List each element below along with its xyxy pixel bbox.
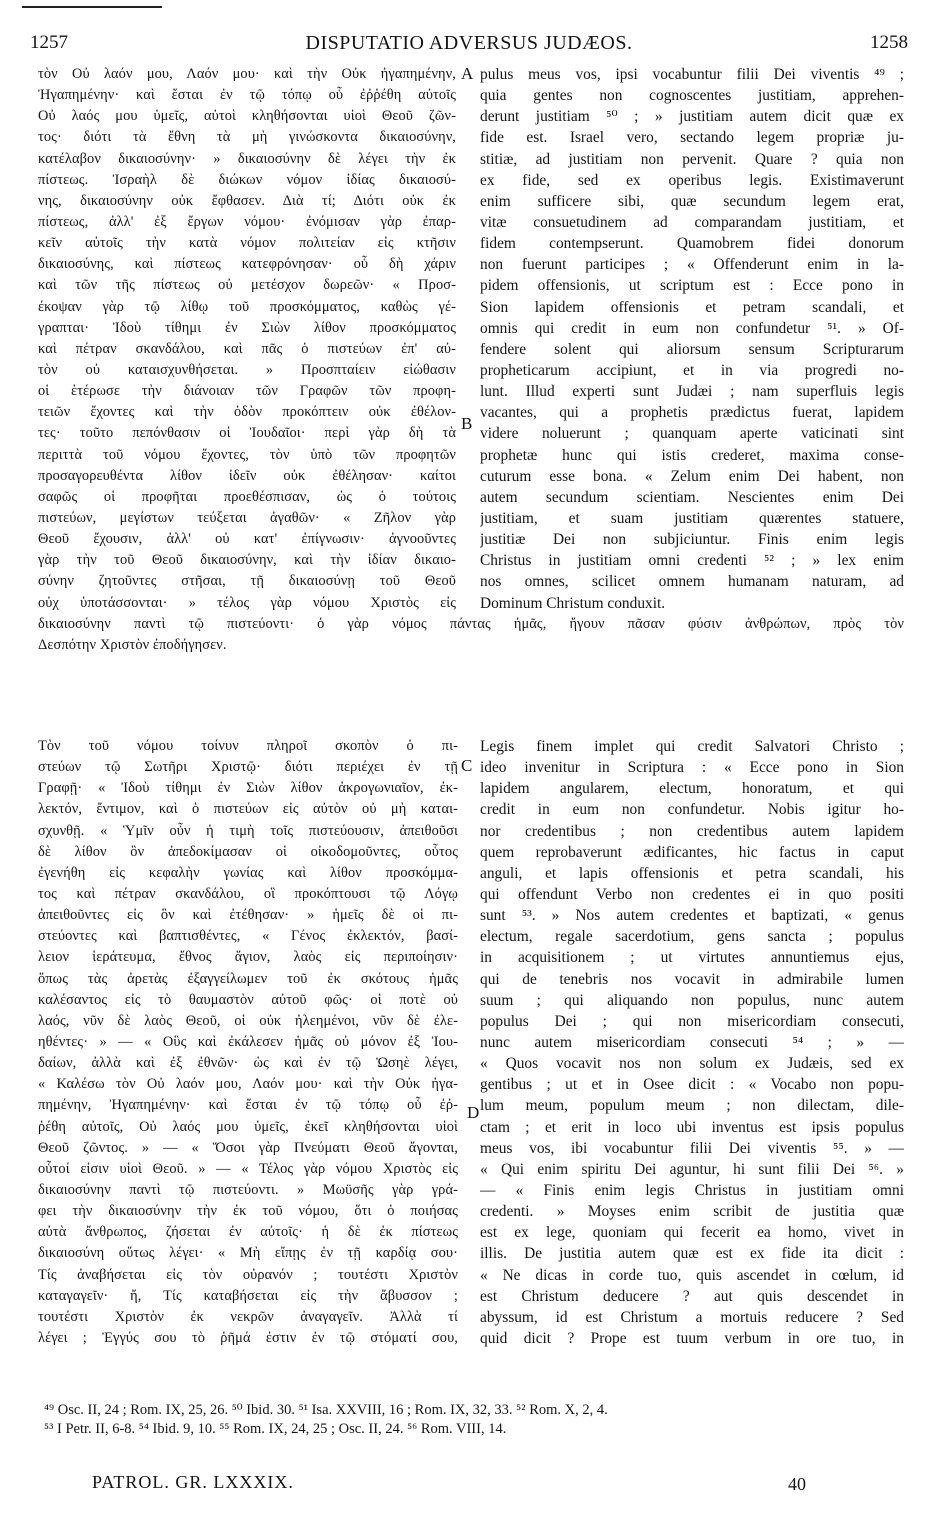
latin-text-line: est Christum deducere ? aut quis descendet in [480,1287,904,1305]
latin-text-line: Sion lapidem offensionis et petram scandali, et [480,298,904,316]
latin-column-bottom [480,736,904,1349]
greek-text-line: οἱ ἑτέρωσε τὴν διάνοιαν τῶν Γραφῶν τῶν προφη- [38,383,456,400]
greek-text-line: Οὐ λαός μου ὑμεῖς, αὐτοὶ κληθήσονται υἱοὶ Θεοῦ ζῶν- [38,108,456,125]
latin-text-line: abyssum, id est Christum a mortuis reducere ? Sed [480,1308,904,1326]
greek-text-line: καὶ πέτραν σκανδάλου, καὶ πᾶς ὁ πιστεύων ἐπ' αὐ- [38,340,456,357]
latin-text-line: quid dicit ? Prope est tuum verbum in ore tuo, in [480,1329,904,1347]
greek-text-line: Γραφῇ· « Ἰδοὺ τίθημι ἐν Σιὼν λίθον ἀκρογωνιαῖον, ἐκ- [38,780,458,797]
page-number-left: 1257 [30,32,68,53]
greek-text-line: σαφῶς οἱ προφῆται προεθέσπισαν, ὡς ὁ τούτοις [38,488,456,505]
greek-text-line: πίστεως, ἀλλ' ἐξ ἔργων νόμου· ἐνόμισαν γὰρ ἐπαρ- [38,213,456,230]
latin-text-line: quia gentes non cognoscentes justitiam, apprehen- [480,87,904,105]
footnote-line-2: ⁵³ I Petr. II, 6-8. ⁵⁴ Ibid. 9, 10. ⁵⁵ Rom. IX, 24, 25 ; Osc. II, 24. ⁵⁶ Rom. VIII, 14. [44,1421,507,1437]
latin-text-line: nos omnes, scilicet omnem humanam naturam, ad [480,573,904,591]
greek-text-line: πιστεύων, μεγίστων τεύξεται ἀγαθῶν· « Ζῆλον γὰρ [38,509,456,526]
latin-text-line: enim sufficere sibi, quæ secundum legem erat, [480,192,904,210]
latin-text-line: gentibus ; ut et in Osee dicit : « Vocabo non popu- [480,1076,904,1094]
greek-text-line: καταγαγεῖν· ἤ, Τίς καταβήσεται εἰς τὴν ἄβυσσον ; [38,1287,458,1304]
latin-text-line: « Ne dicas in corde tuo, quis ascendet in cœlum, id [480,1266,904,1284]
greek-text-line: οὐχ ὑποτάσσονται· » τέλος γὰρ νόμου Χριστὸς εἰς [38,594,456,611]
greek-text-line: τος καὶ πέτραν σκανδάλου, οἳ προκόπτουσι τῷ Λόγῳ [38,885,458,902]
greek-text-line: Θεοῦ ζῶντος. » — « Ὅσοι γὰρ Πνεύματι Θεοῦ ἄγονται, [38,1139,458,1156]
latin-text-line: suum ; qui aliquando non populus, nunc autem [480,991,904,1009]
greek-text-line: σχυνθῇ. « Ὑμῖν οὖν ἡ τιμὴ τοῖς πιστεύουσιν, ἀπειθοῦσι [38,822,458,839]
greek-text-line: στεύοντες καὶ βαπτισθέντες, « Γένος ἐκλεκτόν, βασί- [38,928,458,945]
latin-text-line: vacantes, qui a prophetis prædictus fuerat, lapidem [480,404,904,422]
latin-text-line: nunc autem misericordiam consecuti ⁵⁴ ; » — [480,1033,904,1051]
greek-text-line: στεύων τῷ Σωτῆρι Χριστῷ· διότι περιέχει ἐν τῇ [38,759,458,776]
page-number-right: 1258 [870,32,908,53]
latin-text-line: « Quos vocavit nos non solum ex Judæis, sed ex [480,1055,904,1073]
greek-text-line: δικαιοσύνην παντὶ τῷ πιστεύοντι. » Μωϋσῆς γὰρ γρά- [38,1181,458,1198]
footnote-line-1: ⁴⁹ Osc. II, 24 ; Rom. IX, 25, 26. ⁵⁰ Ibid. 30. ⁵¹ Isa. XXVIII, 16 ; Rom. IX, 32, 33. ⁵² Rom. X, 2, 4. [44,1402,608,1418]
greek-text-line: έκοψαν γὰρ τῷ λίθῳ τοῦ προσκόμματος, καθὼς γέ- [38,298,456,315]
latin-text-line: non fuerunt participes ; « Offenderunt enim in la- [480,256,904,274]
greek-text-line: σύνην ζητοῦντες στῆσαι, τῇ δικαιοσύνῃ τοῦ Θεοῦ [38,573,456,590]
latin-text-line: propheticarum accipiunt, et in via progredi no- [480,361,904,379]
latin-text-line: autem secundum scientiam. Nescientes enim Dei [480,488,904,506]
latin-text-line: prophetæ hunc qui istis crederet, maxima conse- [480,446,904,464]
latin-text-line: — « Finis enim legis Christus in justitiam omni [480,1181,904,1199]
greek-text-line: ἀπειθοῦντες εἰς ὃν καὶ ἐτέθησαν· » ἡμεῖς δὲ οἱ πι- [38,907,458,924]
greek-text-line: Τίς ἀναβήσεται εἰς τὸν οὐρανόν ; τουτέστι Χριστὸν [38,1266,458,1283]
footer-volume: PATROL. GR. LXXXIX. [92,1472,294,1492]
latin-text-line: ctam ; et erit in loco ubi inventus est ipsis populus [480,1118,904,1136]
greek-text-line: « Καλέσω τὸν Οὐ λαόν μου, Λαόν μου· καὶ τὴν Οὐκ ἠγα- [38,1076,458,1093]
latin-text-line: meus vos, ibi vocabuntur filii Dei viventis ⁵⁵. » — [480,1139,904,1157]
greek-text-line: δικαιοσύνη οὕτως λέγει· « Μὴ εἴπῃς ἐν τῇ καρδίᾳ σου· [38,1245,458,1262]
greek-text-line: δαίων, ἀλλὰ καὶ ἐξ ἐθνῶν· ὡς καὶ ἐν τῷ Ὡσηὲ λέγει, [38,1055,458,1072]
greek-text-line: κεῖν αὐτοῖς τὴν κατὰ νόμον πολιτείαν εἰς κτῆσιν [38,235,456,252]
running-header [30,32,908,58]
latin-text-line: sunt ⁵³. » Nos autem credentes et baptizati, « genus [480,907,904,925]
latin-text-line: qui offendunt Verbo non credentes ei in quo positi [480,885,904,903]
greek-text-line: δικαιοσύνης, καὶ πίστεως κατεφρόνησαν· οὗ δὴ χάριν [38,256,456,273]
latin-text-line: omnis qui credit in eum non confundetur ⁵¹. » Of- [480,319,904,337]
greek-text-line: οὗτοί εἰσιν υἱοὶ Θεοῦ. » — « Τέλος γὰρ νόμου Χριστὸς εἰς [38,1160,458,1177]
latin-text-line: fendere solent qui aliorsum sensum Scripturarum [480,340,904,358]
margin-marker-c: C [461,756,473,775]
greek-text-line: τειῶν ἔχοντες καὶ τὴν ὁδὸν προκόπτειν οὐκ ἐθέλον- [38,404,456,421]
greek-text-line: ἐγενήθη εἰς κεφαλὴν γωνίας καὶ λίθον προσκόμμα- [38,864,458,881]
latin-text-line: quem reprobaverunt ædificantes, hic factus in caput [480,843,904,861]
margin-marker-a: A [461,64,474,83]
greek-column-top [38,64,456,614]
latin-text-line: electum, regale sacerdotium, gens sancta ; populus [480,928,904,946]
latin-text-line: stitiæ, ad justitiam non pervenit. Quare ? quia non [480,150,904,168]
latin-text-line: in acquisitionem ; ut virtutes annuntiemus ejus, [480,949,904,967]
greek-text-line: καὶ τῶν τῆς πίστεως οὐ μετέσχον δωρεῶν· « Προσ- [38,277,456,294]
greek-text-line: λέγει ; Ἐγγύς σου τὸ ῥῆμά ἐστιν ἐν τῷ στόματί σου, [38,1329,458,1346]
latin-text-line: vitæ consuetudinem ad comparandam justitiam, et [480,213,904,231]
greek-text-line: τες· τοῦτο πεπόνθασιν οἱ Ἰουδαῖοι· περὶ γὰρ δὴ τὰ [38,425,456,442]
margin-marker-d: D [467,1103,480,1122]
greek-text-line: λειον ἱεράτευμα, ἔθνος ἅγιον, λαὸς εἰς περιποίησιν· [38,949,458,966]
top-rule [22,6,162,8]
greek-text-line: κατέλαβον δικαιοσύνην· » δικαιοσύνην δὲ λέγει τὴν ἐκ [38,150,456,167]
greek-text-line: Θεοῦ ἔχουσιν, ἀλλ' οὐ κατ' ἐπίγνωσιν· ἀγνοοῦντες [38,531,456,548]
greek-text-line: πημένην, Ἠγαπημένην· καὶ ἔσται ἐν τῷ τόπῳ οὗ ἐῤ- [38,1097,458,1114]
latin-text-line: videre noluerunt ; quanquam aperte vaticinati sint [480,425,904,443]
latin-text-line: credenti. » Moyses enim scribit de justitia quæ [480,1203,904,1221]
latin-text-line: fidem contempserunt. Quamobrem fidei donorum [480,235,904,253]
latin-text-line: fide est. Israel vero, sectando legem propriæ ju- [480,129,904,147]
greek-text-line: δικαιοσύνην παντὶ τῷ πιστεύοντι· ὁ γὰρ νόμος πάντας ἡμᾶς, ἤγουν πᾶσαν φύσιν ἀνθρώπων, πρὸς τὸν [38,616,904,632]
latin-text-line: Dominum Christum conduxit. [480,594,666,612]
latin-text-line: derunt justitiam ⁵⁰ ; » justitiam autem dicit quæ ex [480,108,904,126]
latin-text-line: lapidem angularem, electum, honoratum, et qui [480,780,904,798]
greek-text-line: γὰρ τὴν τοῦ Θεοῦ δικαιοσύνην, καὶ τὴν ἰδίαν δικαιο- [38,552,456,569]
latin-text-line: qui de tenebris nos vocavit in admirabile lumen [480,970,904,988]
greek-text-line: καλέσαντος εἰς τὸ θαυμαστὸν αὐτοῦ φῶς· οἱ ποτὲ οὐ [38,991,458,1008]
greek-text-line: φει τὴν δικαιοσύνην τὴν ἐκ τοῦ νόμου, ὅτι ὁ ποιήσας [38,1203,458,1220]
latin-text-line: Christus in justitiam omni credenti ⁵² ; » lex enim [480,552,904,570]
latin-text-line: ideo invenitur in Scriptura : « Ecce pono in Sion [480,759,904,777]
greek-text-line: τὸν Οὐ λαόν μου, Λαόν μου· καὶ τὴν Οὐκ ἠγαπημένην, [38,66,456,82]
greek-text-line: πίστεως. Ἰσραὴλ δὲ διώκων νόμον ἰδίας δικαιοσύ- [38,171,456,188]
greek-text-line: νης, δικαιοσύνην οὐκ ἔφθασεν. Διὰ τί; Διότι οὐκ ἐκ [38,192,456,209]
greek-text-line: γραπται· Ἰδοὺ τίθημι ἐν Σιὼν λίθον προσκόμματος [38,319,456,336]
greek-full-width-text [38,614,904,656]
greek-text-line: τος· διότι τὰ ἔθνη τὰ μὴ γινώσκοντα δικαιοσύνην, [38,129,456,146]
greek-text-line: ὅπως τὰς ἀρετὰς ἐξαγγείλωμεν τοῦ ἐκ σκότους ἡμᾶς [38,970,458,987]
greek-text-line: λαός, νῦν δὲ λαὸς Θεοῦ, οἱ οὐκ ἠλεημένοι, νῦν δὲ ἐλε- [38,1012,458,1029]
greek-text-line: αὐτὰ ἄνθρωπος, ζήσεται ἐν αὐτοῖς· ἡ δὲ ἐκ πίστεως [38,1224,458,1241]
latin-text-line: ex fide, sed ex operibus legis. Existimaverunt [480,171,904,189]
latin-text-line: est ex lege, quoniam qui fecerit ea homo, vivet in [480,1224,904,1242]
latin-text-line: lum meum, populum meum ; non dilectam, dile- [480,1097,904,1115]
greek-text-line: τὸν οὐ καταισχυνθήσεται. » Προσπταίειν εἰώθασιν [38,361,456,378]
latin-text-line: cuturum esse bona. « Zelum enim Dei habent, non [480,467,904,485]
latin-text-line: lunt. Illud experti sunt Judæi ; nam superfluis legis [480,383,904,401]
greek-text-line: Δεσπότην Χριστὸν ἐποδήγησεν. [38,637,227,654]
greek-text-line: ῥέθη αὐτοῖς, Οὐ λαός μου ὑμεῖς, ἐκεῖ κληθήσονται υἱοὶ [38,1118,458,1135]
greek-text-line: Ἠγαπημένην· καὶ ἔσται ἐν τῷ τόπῳ οὗ ἐῤῥέθη αὐτοῖς [38,87,456,104]
latin-text-line: anguli, et lapis offensionis et petra scandali, his [480,864,904,882]
greek-text-line: δὲ λίθον ὃν ἀπεδοκίμασαν οἱ οἰκοδομοῦντες, οὗτος [38,843,458,860]
greek-text-line: ηθέντες· » — « Οὓς καὶ ἐκάλεσεν ἡμᾶς οὐ μόνον ἐξ Ἰου- [38,1033,458,1050]
latin-text-line: nor credentibus ; non credentibus autem lapidem [480,822,904,840]
latin-text-line: illis. De justitia autem quæ est ex fide ita dicit : [480,1245,904,1263]
latin-text-line: credit in eum non confundetur. Nobis igitur ho- [480,801,904,819]
greek-column-bottom [38,736,458,1349]
latin-text-line: Legis finem implet qui credit Salvatori Christo ; [480,738,904,755]
greek-text-line: προσαγορευθέντα λίθον ἰδεῖν οὐκ ἐθέλησαν· καίτοι [38,467,456,484]
margin-marker-b: B [461,414,473,433]
greek-text-line: Τὸν τοῦ νόμου τοίνυν πληροῖ σκοπὸν ὁ πι- [38,738,458,754]
latin-text-line: « Qui enim spiritu Dei aguntur, hi sunt filii Dei ⁵⁶. » [480,1160,904,1178]
latin-text-line: pulus meus vos, ipsi vocabuntur filii Dei viventis ⁴⁹ ; [480,66,904,83]
latin-text-line: justitiæ Dei non subjiciuntur. Finis enim legis [480,531,904,549]
greek-text-line: περιττὰ τοῦ νόμου ἔχοντες, τὸν ὑπὸ τῶν προφητῶν [38,446,456,463]
latin-text-line: populus Dei ; qui non misericordiam consecuti, [480,1012,904,1030]
greek-text-line: τουτέστι Χριστὸν ἐκ νεκρῶν ἀναγαγεῖν. Ἀλλὰ τί [38,1308,458,1325]
running-title: DISPUTATIO ADVERSUS JUDÆOS. [305,32,633,54]
latin-text-line: justitiam, et suam justitiam quærentes statuere, [480,509,904,527]
latin-column-top [480,64,904,614]
footer-sheet-number: 40 [788,1474,806,1494]
greek-text-line: λεκτόν, ἔντιμον, καὶ ὁ πιστεύων εἰς αὐτὸν οὐ μὴ καται- [38,801,458,818]
latin-text-line: pidem offensionis, ut scriptum est : Ecce pono in [480,277,904,295]
